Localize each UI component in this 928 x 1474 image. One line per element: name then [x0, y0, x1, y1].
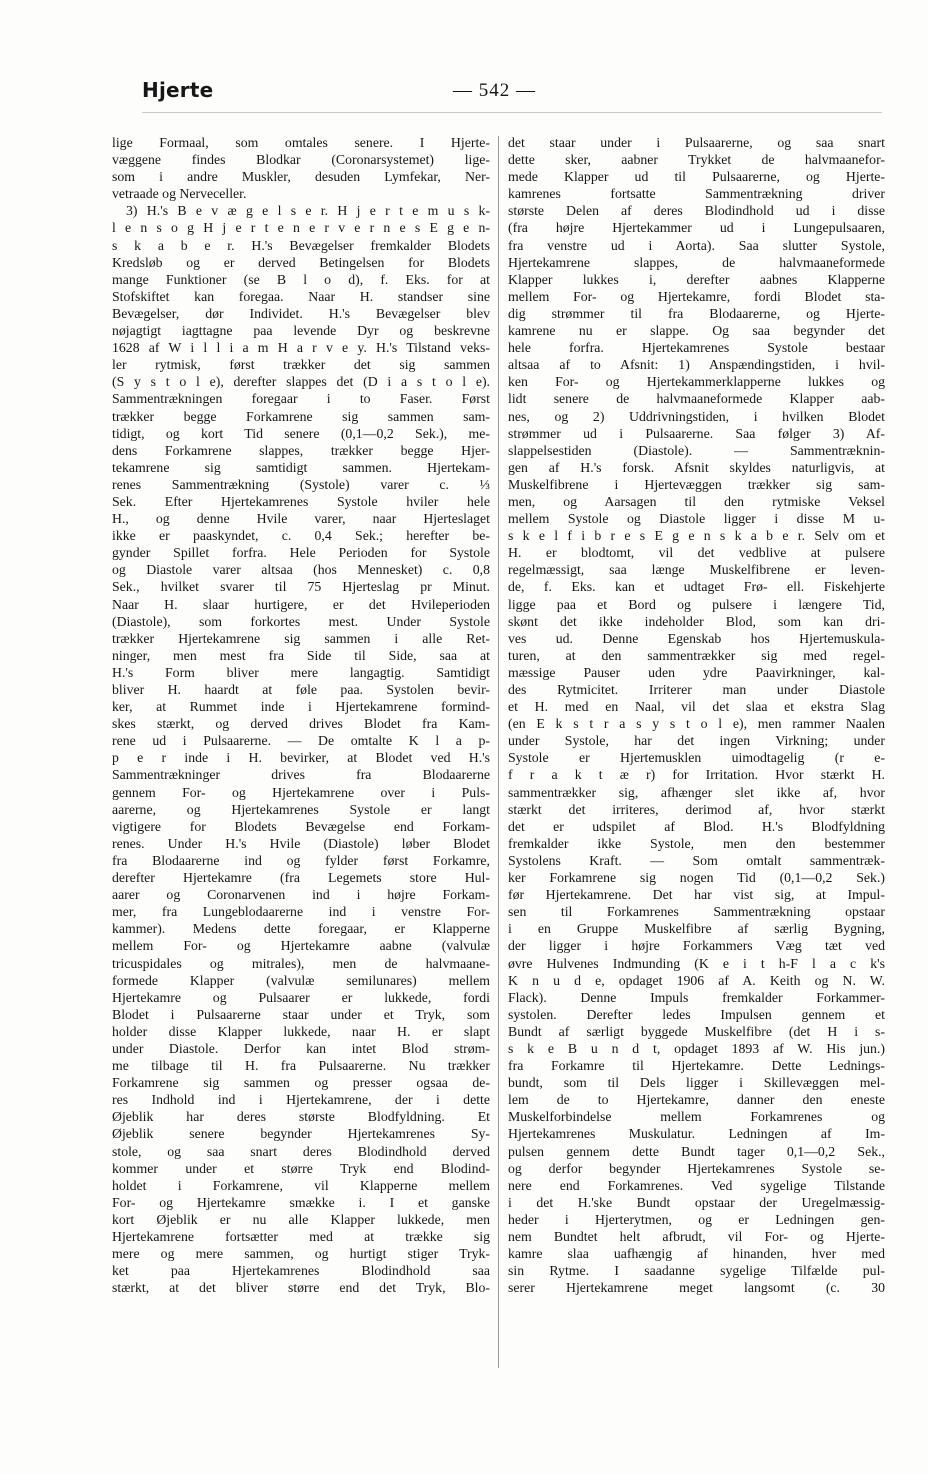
- text-line: K n u d e, opdaget 1906 af A. Keith og N. W.: [508, 972, 885, 988]
- text-line: Hjertekamrene slappes, de halvmaaneformede: [508, 254, 885, 270]
- text-line: de, f. Eks. kan et udtaget Frø- ell. Fiskehjerte: [508, 579, 885, 595]
- text-line: mellem For- og Hjertekamre, fordi Blodet sta-: [508, 288, 885, 304]
- text-line: største Delen af deres Blodindhold ud i disse: [508, 203, 885, 219]
- text-line: 3) H.'s B e v æ g e l s e r. H j e r t e m u s k-: [126, 203, 490, 219]
- text-line: (Diastole), som forkortes mest. Under Systole: [112, 613, 490, 629]
- text-line: aarerne, og Hjertekamrenes Systole er langt: [112, 801, 490, 817]
- text-line: mede Klapper ud til Pulsaarerne, og Hjerte-: [508, 169, 885, 185]
- text-line: skønt det ikke indeholder Blod, som kan dri-: [508, 613, 885, 629]
- text-line: det er udspilet af Blod. H.'s Blodfyldning: [508, 818, 885, 834]
- text-line: aarer og Coronarvenen ind i højre Forkam-: [112, 887, 490, 903]
- text-line: nøjagtigt iagttagne paa levende Dyr og beskrevne: [112, 323, 490, 339]
- text-line: regelmæssigt, saa længe Muskelfibrene er leven-: [508, 562, 885, 578]
- text-line: Systole er Hjertemusklen uimodtagelig (r e-: [508, 750, 885, 766]
- text-line: Forkamrene sig sammen og presser ogsaa de-: [112, 1075, 490, 1091]
- text-line: gynder Spillet forfra. Hele Perioden for Systole: [112, 545, 490, 561]
- text-line: det staar under i Pulsaarerne, og saa snart: [508, 135, 885, 150]
- text-line: mellem For- og Hjertekamre aabne (valvulæ: [112, 938, 490, 954]
- text-line: turen, at den sammentrækker sig med regel-: [508, 647, 885, 663]
- text-line: l e n s o g H j e r t e n e r v e r n e s E g e n-: [112, 220, 490, 236]
- text-line: holdet i Forkamrene, vil Klapperne mellem: [112, 1177, 490, 1193]
- text-line: kammer). Medens dette foregaar, er Klapperne: [112, 921, 490, 937]
- text-line: For- og Hjertekamre smække i. I et ganske: [112, 1194, 490, 1210]
- text-line: fra Blodaarerne ind og fylder først Forkamre,: [112, 852, 490, 868]
- text-line: ves ud. Denne Egenskab hos Hjertemuskula-: [508, 630, 885, 646]
- text-line: Blodet i Pulsaarerne staar under et Tryk, som: [112, 1006, 490, 1022]
- text-line: som i andre Muskler, desuden Lymfekar, Ner-: [112, 169, 490, 185]
- text-line: H.'s Form bliver mere langagtig. Samtidigt: [112, 664, 490, 680]
- text-line: kamre slaa uafhængig af hinanden, hver med: [508, 1246, 885, 1262]
- text-line: des Rytmicitet. Irriterer man under Diastole: [508, 682, 885, 697]
- text-line: sammentrækker sig, afhænger slet ikke af, hvor: [508, 784, 885, 800]
- text-line: ket paa Hjertekamrenes Blodindhold saa: [112, 1263, 490, 1279]
- text-line: dette sker, aabner Trykket de halvmaanefor-: [508, 152, 885, 168]
- text-line: mange Funktioner (se B l o d), f. Eks. for at: [112, 271, 490, 287]
- text-line: rene ud i Pulsaarerne. — De omtalte K l a p-: [112, 733, 490, 749]
- text-line: og Diastole varer altsaa (hos Mennesket) c. 0,8: [112, 562, 490, 578]
- text-line: H., og denne Hvile varer, naar Hjerteslaget: [112, 511, 490, 527]
- text-line: sin Rytme. I saadanne sygelige Tilfælde pul-: [508, 1263, 885, 1279]
- text-line: Bundt af særligt byggede Muskelfibre (det H i s-: [508, 1023, 885, 1039]
- text-line: p e r inde i H. bevirker, at Blodet ved H.'s: [112, 750, 490, 766]
- text-line: øvre Hulvenes Indmunding (K e i t h-F l a c k's: [508, 955, 885, 971]
- text-line: trækker begge Forkamrene sig sammen sam-: [112, 408, 490, 424]
- column-divider: [498, 136, 499, 1368]
- text-line: 1628 af W i l l i a m H a r v e y. H.'s Tilstand veks-: [112, 340, 490, 356]
- text-line: tidigt, og kort Tid senere (0,1—0,2 Sek.), me-: [112, 425, 490, 441]
- text-line: Sek., hvilket svarer til 75 Hjerteslag pr Minut.: [112, 579, 490, 595]
- text-line: Hjertekamrenes Muskulatur. Ledningen af Im-: [508, 1126, 885, 1142]
- text-line: dig strømmer til fra Blodaarerne, og Hjerte-: [508, 305, 885, 321]
- text-line: (S y s t o l e), derefter slappes det (D i a s t o l e).: [112, 374, 490, 390]
- text-line: trækker Hjertekamrene sig sammen i alle Ret-: [112, 630, 490, 646]
- text-line: ker Forkamrene sig nogen Tid (0,1—0,2 Sek.): [508, 870, 885, 886]
- text-line: fra Forkamre til Hjertekamre. Dette Lednings-: [508, 1058, 885, 1074]
- text-line: bliver H. haardt at føle paa. Systolen bevir-: [112, 682, 490, 697]
- text-line: nem Bundtet helt afbrudt, vil For- og Hjerte-: [508, 1229, 885, 1244]
- text-line: heder i Hjerterytmen, og er Ledningen gen-: [508, 1211, 885, 1227]
- text-column-left: [112, 134, 490, 1296]
- text-line: tricuspidales og mitrales), men de halvmaane-: [112, 955, 490, 971]
- text-line: stærkt, at det bliver større end det Tryk, Blo-: [112, 1280, 490, 1296]
- text-line: Systolens Kraft. — Som omtalt sammentræk-: [508, 852, 885, 868]
- text-line: et H. med en Naal, vil det slaa et ekstra Slag: [508, 699, 885, 715]
- text-line: Naar H. slaar hurtigere, er det Hvileperioden: [112, 596, 490, 612]
- text-line: tekamrene sig samtidigt sammen. Hjertekam-: [112, 459, 490, 475]
- text-line: væggene findes Blodkar (Coronarsystemet) lige-: [112, 152, 490, 168]
- text-line: s k a b e r. H.'s Bevægelser fremkalder Blodets: [112, 237, 490, 253]
- text-line: Hjertekamre og Pulsaarer er lukkede, fordi: [112, 989, 490, 1005]
- text-line: (fra højre Hjertekammer ud i Lungepulsaaren,: [508, 220, 885, 236]
- header-rule: [142, 112, 882, 113]
- text-line: stole, og saa snart deres Blodindhold derved: [112, 1143, 490, 1159]
- text-line: fremkalder ikke Systole, men den bestemmer: [508, 835, 885, 851]
- text-line: Klapper lukkes i, derefter aabnes Klapperne: [508, 271, 885, 287]
- page-headword: Hjerte: [142, 78, 214, 102]
- page-number: — 542 —: [453, 80, 536, 101]
- text-line: ikke er paaskyndet, c. 0,4 Sek.; herefter be-: [112, 528, 490, 544]
- text-line: gen af H.'s forsk. Afsnit skyldes naturligvis, at: [508, 459, 885, 475]
- text-line: altsaa af to Afsnit: 1) Anspændingstiden, i hvil-: [508, 357, 885, 373]
- text-line: kamrene nu er slappe. Og saa begynder det: [508, 323, 885, 339]
- text-line: i en Gruppe Muskelfibre af særlig Bygning,: [508, 921, 885, 937]
- text-line: res Indhold ind i Hjertekamrene, der i dette: [112, 1092, 490, 1108]
- text-line: (en E k s t r a s y s t o l e), men rammer Naalen: [508, 716, 885, 732]
- text-line: stærkt det irriteres, derimod af, hvor stærkt: [508, 801, 885, 817]
- text-line: dens Forkamrene slappes, trækker begge Hjer-: [112, 442, 490, 458]
- text-line: lidt senere de halvmaaneformede Klapper aab-: [508, 391, 885, 407]
- text-line: under Diastole. Derfor kan intet Blod strøm-: [112, 1040, 490, 1056]
- text-line: mere og mere sammen, og hurtigt stiger Tryk-: [112, 1246, 490, 1262]
- text-line: renes Sammentrækning (Systole) varer c. ⅓: [112, 476, 490, 492]
- text-line: formede Klapper (valvulæ semilunares) mellem: [112, 972, 490, 988]
- text-line: vetraade og Nerveceller.: [112, 186, 247, 202]
- text-line: Flack). Denne Impuls fremkalder Forkammer-: [508, 989, 885, 1005]
- text-line: strømmer ud i Pulsaarerne. Saa følger 3) Af-: [508, 425, 885, 441]
- text-line: s k e l f i b r e s E g e n s k a b e r. Selv om et: [508, 528, 885, 544]
- text-line: mellem Systole og Diastole ligger i disse M u-: [508, 511, 885, 527]
- text-line: hele forfra. Hjertekamrenes Systole bestaar: [508, 340, 885, 356]
- text-line: i det H.'ske Bundt opstaar der Uregelmæssig-: [508, 1194, 885, 1210]
- text-line: Muskelforbindelse mellem Forkamrenes og: [508, 1109, 885, 1125]
- text-line: s k e B u n d t, opdaget 1893 af W. His jun.): [508, 1040, 885, 1056]
- text-line: nes, og 2) Uddrivningstiden, i hvilken Blodet: [508, 408, 885, 424]
- text-line: der ligger i højre Forkammers Væg tæt ved: [508, 938, 885, 954]
- text-line: lem de to Hjertekamre, danner den eneste: [508, 1092, 885, 1108]
- text-line: mer, fra Lungeblodaarerne ind i venstre For-: [112, 904, 490, 920]
- text-line: sen til Forkamrenes Sammentrækning opstaar: [508, 904, 885, 920]
- text-line: under Systole, har det ingen Virkning; under: [508, 733, 885, 749]
- text-line: kort Øjeblik er nu alle Klapper lukkede, men: [112, 1211, 490, 1227]
- text-line: ninger, men mest fra Side til Side, saa at: [112, 647, 490, 663]
- text-line: mæssige Pauser uden ydre Paavirkninger, kal-: [508, 664, 885, 680]
- text-line: men, og Aarsagen til den rytmiske Veksel: [508, 493, 885, 509]
- text-line: Sammentrækninger drives fra Blodaarerne: [112, 767, 490, 783]
- text-line: før Hjertekamrene. Det har vist sig, at Impul-: [508, 887, 885, 903]
- text-line: f r a k t æ r) for Irritation. Hvor stærkt H.: [508, 767, 885, 783]
- text-line: fra venstre ud i Aorta). Saa slutter Systole,: [508, 237, 885, 253]
- text-line: systolen. Derefter ledes Impulsen gennem et: [508, 1006, 885, 1022]
- text-line: Øjeblik har deres største Blodfyldning. Et: [112, 1109, 490, 1125]
- text-line: Kredsløb og er derved Betingelsen for Blodets: [112, 254, 490, 270]
- running-head: [142, 78, 882, 108]
- text-line: Sek. Efter Hjertekamrenes Systole hviler hele: [112, 493, 490, 509]
- text-line: vigtigere for Blodets Bevægelse end Forkam-: [112, 818, 490, 834]
- text-line: H. er blodtomt, vil det vedblive at pulsere: [508, 545, 885, 561]
- text-line: Muskelfibrene i Hjertevæggen trækker sig sam-: [508, 476, 885, 492]
- text-line: me tilbage til H. fra Pulsaarerne. Nu trækker: [112, 1058, 490, 1074]
- text-line: nere end Forkamrenes. Ved sygelige Tilstande: [508, 1177, 885, 1193]
- text-column-right: [508, 134, 885, 1296]
- text-line: skes stærkt, og derved drives Blodet fra Kam-: [112, 716, 490, 732]
- text-line: Sammentrækningen foregaar i to Faser. Først: [112, 391, 490, 407]
- text-line: derefter Hjertekamre (fra Legemets store Hul-: [112, 870, 490, 886]
- text-line: holder disse Klapper lukkede, naar H. er slapt: [112, 1023, 490, 1039]
- text-line: renes. Under H.'s Hvile (Diastole) løber Blodet: [112, 835, 490, 851]
- text-line: ligge paa et Bord og pulsere i længere Tid,: [508, 596, 885, 612]
- text-line: Øjeblik senere begynder Hjertekamrenes Sy-: [112, 1126, 490, 1142]
- text-line: ler rytmisk, først trækker det sig sammen: [112, 357, 490, 373]
- text-line: pulsen gennem dette Bundt tager 0,1—0,2 Sek.,: [508, 1143, 885, 1159]
- text-line: Stofskiftet kan foregaa. Naar H. standser sine: [112, 288, 490, 304]
- text-line: bundt, som til Dels ligger i Skillevæggen mel-: [508, 1075, 885, 1091]
- text-line: kommer under et større Tryk end Blodind-: [112, 1160, 490, 1176]
- text-line: kamrenes fortsatte Sammentrækning driver: [508, 186, 885, 202]
- text-line: lige Formaal, som omtales senere. I Hjerte-: [112, 135, 490, 150]
- text-line: slappelsestiden (Diastole). — Sammentræknin-: [508, 442, 885, 458]
- text-line: Hjertekamrene fortsætter med at trække sig: [112, 1229, 490, 1244]
- text-line: serer Hjertekamrene meget langsomt (c. 30: [508, 1280, 885, 1296]
- text-line: gennem For- og Hjertekamrene over i Puls-: [112, 784, 490, 800]
- text-line: ker, at Rummet inde i Hjertekamrene formind-: [112, 699, 490, 715]
- text-line: ken For- og Hjertekammerklapperne lukkes og: [508, 374, 885, 390]
- text-line: og derfor begynder Hjertekamrenes Systole se-: [508, 1160, 885, 1176]
- text-line: Bevægelser, dør Individet. H.'s Bevægelser blev: [112, 305, 490, 321]
